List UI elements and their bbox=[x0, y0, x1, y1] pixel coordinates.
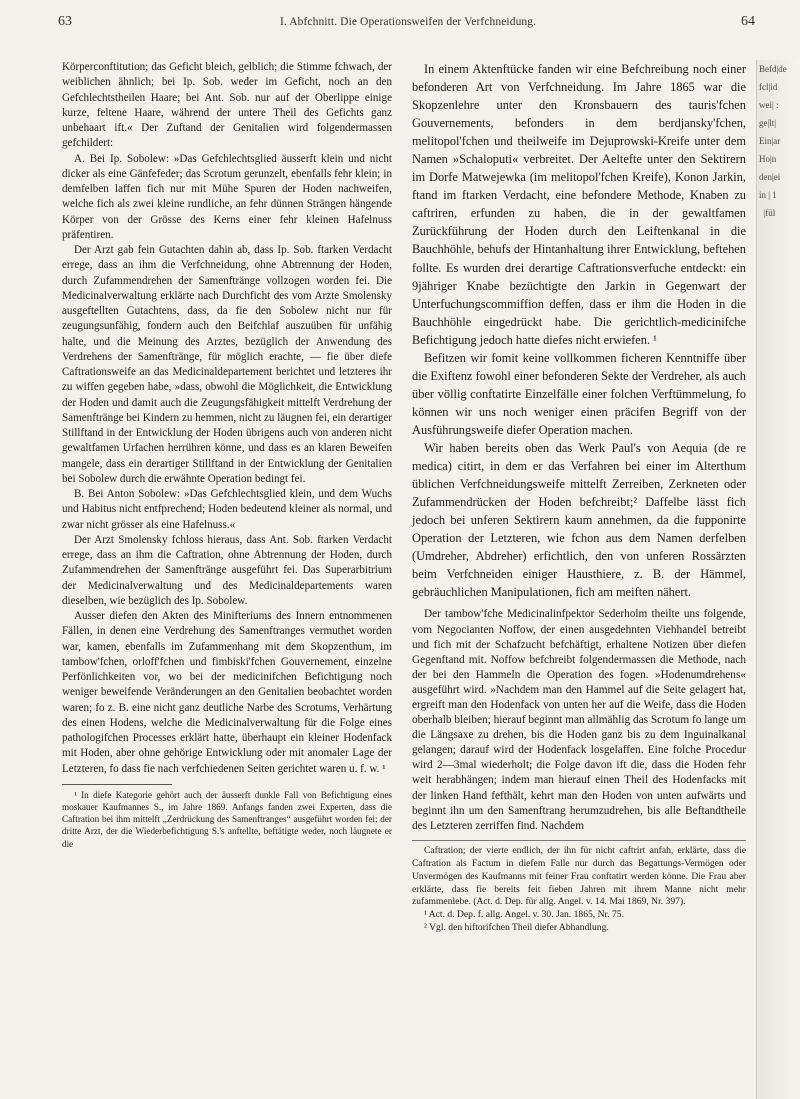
paragraph: Der Arzt Smolensky fchloss hieraus, dass Ant. Sob. ftarken Verdacht errege, dass an ihm die Caftration, ohne Abtrennung der Hoden, durch Zufammendrehen der Samenftränge ausgeführt fei. Das Superarbitrium der Medicinalverwaltung und des Medicinaldepartements waren dieselben, wie bezüglich des Ip. Sobolew. bbox=[62, 533, 392, 607]
paragraph: Der Arzt gab fein Gutachten dahin ab, dass Ip. Sob. ftarken Verdacht errege, dass an ihm die Verfchneidung, ohne Abtrennung der Hoden, durch Zufammendrehen der Samenftränge vollzogen worden fei. Die Medicinalverwaltung erklärte nach Durchficht des vom Arzte Smolensky ausgeftellten Gutachtens, dass, da fie den Sobolew nicht nur für zeugungsunfähig, fondern auch den Beifchlaf auszuüben für unfähig halte, und die Meinung des Arztes, bezüglich der Anwendung des Verdrehens der Samenftränge, für möglich erachte, — fie über diefe Caftrationsweife an das Medicinaldepartement berichtet und letzteres ihr zu wiffen gegeben habe, »dass, obwohl die Möglichkeit, die Entwicklung der Hoden und damit auch die Zeugungsfähigkeit mittelft Verdrehung der Samenftränge bei Kindern zu hemmen, nicht zu läugnen fei, ein derartiger Stillftand in der Entwicklung der Hoden übrigens auch von anderen nicht gewaltfamen Urfachen herrühren könne, und dass es an klaren Beweifen mangele, dass ein derartiger Stillftand in der Entwicklung der Genitalien bei Sobolew durch die erwähnte Operation bedingt fei. bbox=[62, 244, 392, 485]
paragraph: Befitzen wir fomit keine vollkommen ficheren Kenntniffe über die Exiftenz fowohl einer befonderen Sekte der Verdreher, als auch über völlig conftatirte Einzelfälle einer folchen Verftümmelung, fo können wir uns noch weniger einen präcifen Begriff von der Ausführungsweife diefer Operation machen. bbox=[412, 350, 746, 437]
footnote-block bbox=[412, 840, 746, 935]
left-column bbox=[62, 60, 392, 850]
footnote-rule bbox=[62, 784, 172, 785]
paragraph: B. Bei Anton Sobolew: »Das Gefchlechtsglied klein, und dem Wuchs und Habitus nicht entfprechend; Hoden bedeutend kleiner als normal, und zwar nicht grösser als eine Hafelnuss.« bbox=[62, 488, 392, 531]
paragraph: A. Bei Ip. Sobolew: »Das Gefchlechtsglied äusserft klein und nicht dicker als eine Gänfefeder; das Scrotum gerunzelt, ebenfalls fehr klein; in demfelben laffen fich nur mit Mühe Spuren der Hoden nachweifen, welche fich als zwei kleine rundliche, an fehr dünnen Strängen hängende Körper von der Grösse des Kerns einer fehr kleinen Hafelnuss präfentiren. bbox=[62, 152, 392, 241]
footnote: ¹ In diefe Kategorie gehört auch der äusserft dunkle Fall von Befichtigung eines moskauer Kaufmannes S., im Jahre 1869. Anfangs fanden zwei Experten, dass die Caftration bei ihm mittelft „Zerdrückung des Samenftranges“ ausgeführt worden fei; der dritte Arzt, der die Wiederbefichtigung S.'s anftellte, beftätigte weder, noch läugnete er die bbox=[62, 789, 392, 849]
footnote: ¹ Act. d. Dep. f. allg. Angel. v. 30. Jan. 1865, Nr. 75. bbox=[424, 909, 624, 921]
page-number-left: 63 bbox=[58, 14, 72, 29]
running-head bbox=[58, 14, 773, 34]
edge-fragment-text: Befd|de fcl|id wei| : ge|lt| Ein|ar Ho|n den|ei in | 1 |fül bbox=[759, 64, 787, 218]
footnote: ² Vgl. den hiftorifchen Theil diefer Abhandlung. bbox=[424, 922, 609, 934]
right-column bbox=[412, 60, 746, 935]
footnote-continuation: Caftration; der vierte endlich, der ihn für nicht caftrirt anfah, erklärte, dass die Caftration als Factum in diefem Falle nur durch das Begattungs-Vermögen oder Unvermögen des Kaufmanns mit feiner Frau conftatirt werden könne. Die Frau aber erklärte, dass fie bereits feit fieben Jahren mit ihrem Manne nicht mehr zufammenlebe. (Act. d. Dep. für allg. Angel. v. 14. Mai 1869, Nr. 397). bbox=[412, 844, 746, 908]
paragraph: Körperconftitution; das Geficht bleich, gelblich; die Stimme fchwach, der weiblichen ähnlich; bei Ip. Sob. weder im Geficht, noch an den Gefchlechtstheilen Haare; bei Ant. Sob. nur auf der Oberlippe einige kurze, feltene Haare, während der untere Theil des Gefichts ganz unbehaart ift.« Der Zuftand der Genitalien wird folgendermassen gefchildert: bbox=[62, 61, 392, 150]
paragraph: Der tambow'fche Medicinalinfpektor Sederholm theilte uns folgende, vom Negocianten Noffow, der einen ausgedehnten Viehhandel betreibt und fich mit der Schafzucht befchäftigt, erhaltene Notizen über diefen Gegenftand mit. Noffow befchreibt folgendermassen die Methode, nach der bei den Hammeln die Operation des fogen. »Hodenumdrehens« ausgeführt wird. »Nachdem man den Hammel auf die Seite gelagert hat, ergreift man den Hodenfack von unten her auf die Weife, dass die Hoden oberhalb bleiben; hierauf beginnt man allmählig das Scrotum fo lange um die Längsaxe zu drehen, bis die Hoden ganz bis zu dem Inguinalkanal gelangen; darauf wird der Hodenfack losgelaffen. Eine folche Procedur wird 2—3mal wiederholt; die Folge davon ift die, dass die Hoden fehr weit herabhängen; indem man hierauf einen Theil des Hodenfacks mit der linken Hand fefthält, kehrt man den Hoden von unten aufwärts und beginnt ihn um den Samenftrang herumzudrehen, bis alle Beftandtheile des Letzteren zerriffen find. Nachdem bbox=[412, 608, 746, 832]
paragraph: Ausser diefen den Akten des Minifteriums des Innern entnommenen Fällen, in denen eine Verdrehung des Samenftranges vermuthet worden war, kamen, ebenfalls im Zufammenhang mit dem Skopzenthum, im tambow'fchen, orloff'fchen und fimbiski'fchen Gouvernement, einzelne Perfönlichkeiten vor, wo bei der medicinifchen Befichtigung noch weniger beweifende Veränderungen an den Genitalien beobachtet worden waren; fo z. B. eine nicht ganz deutliche Narbe des Scrotums, Verhärtung des einen Hodens, welche die Medicinalverwaltung für die Folge eines pathologifchen Processes erklärt hatte, überhaupt ein kleiner Hodenfack mit Hoden, aber ohne gehörige Entwicklung oder mit anomaler Lage der Letzteren, fo dass fie nach verfchiedenen Seiten gerichtet waren u. f. w. ¹ bbox=[62, 610, 392, 775]
next-page-edge bbox=[756, 60, 800, 1099]
paragraph: In einem Aktenftücke fanden wir eine Befchreibung noch einer befonderen Art von Verfchneidung. Im Jahre 1865 war die Skopzenlehre unter den Kronsbauern des tauris'fchen Gouvernements, befonders in dem berdjansky'fchen, melitopol'fchen und theilweife im Dejuprowski-Kreife unter dem Namen »Schaloputi« verbreitet. Der Aeltefte unter den Sektirern im Dorfe Matwejewka (im melitopol'fchen Kreife), Konon Jarkin, ftand im ftarken Verdacht, eine befondere Methode, Knaben zu caftriren, erfunden zu haben, die in der gewaltfamen Zurückführung der Hoden durch den Leiftenkanal in die Bauchhöhle, behufs der Hintanhaltung ihrer Entwicklung, beftehen follte. Es wurden drei derartige Caftrationsverfuche entdeckt: ein 9jähriger Knabe bezüchtigte den Jarkin in Gegenwart der Unterfuchungscommiffion deffen, dass er ihm die Hoden in die Bauchhöhle eingedrückt habe. Die gerichtlich-medicinifche Befichtigung jedoch hatte diefes nicht erwiefen. ¹ bbox=[412, 62, 746, 347]
paragraph: Wir haben bereits oben das Werk Paul's von Aequia (de re medica) citirt, in dem er das Verfahren bei einer im Alterthum üblichen Verfchneidungsweife mittelft Zerreiben, Zerkneten oder Zufammendrücken der Hoden befchreibt;² Daffelbe lässt fich jedoch bei unferen Sektirern kaum annehmen, da die fupponirte Operation der Letzteren, wie fchon aus dem Namen derfelben (Umdreher, Abdreher) erfichtlich, den von unferen Rossärzten beim Verfchneiden einiger Hausthiere, z. B. der Hämmel, gebräuchlichen Manipulationen, fich am meiften nähert. bbox=[412, 440, 746, 600]
chapter-heading: I. Abfchnitt. Die Operationsweifen der Verfchneidung. bbox=[280, 16, 537, 28]
page-number-right: 64 bbox=[741, 14, 755, 29]
